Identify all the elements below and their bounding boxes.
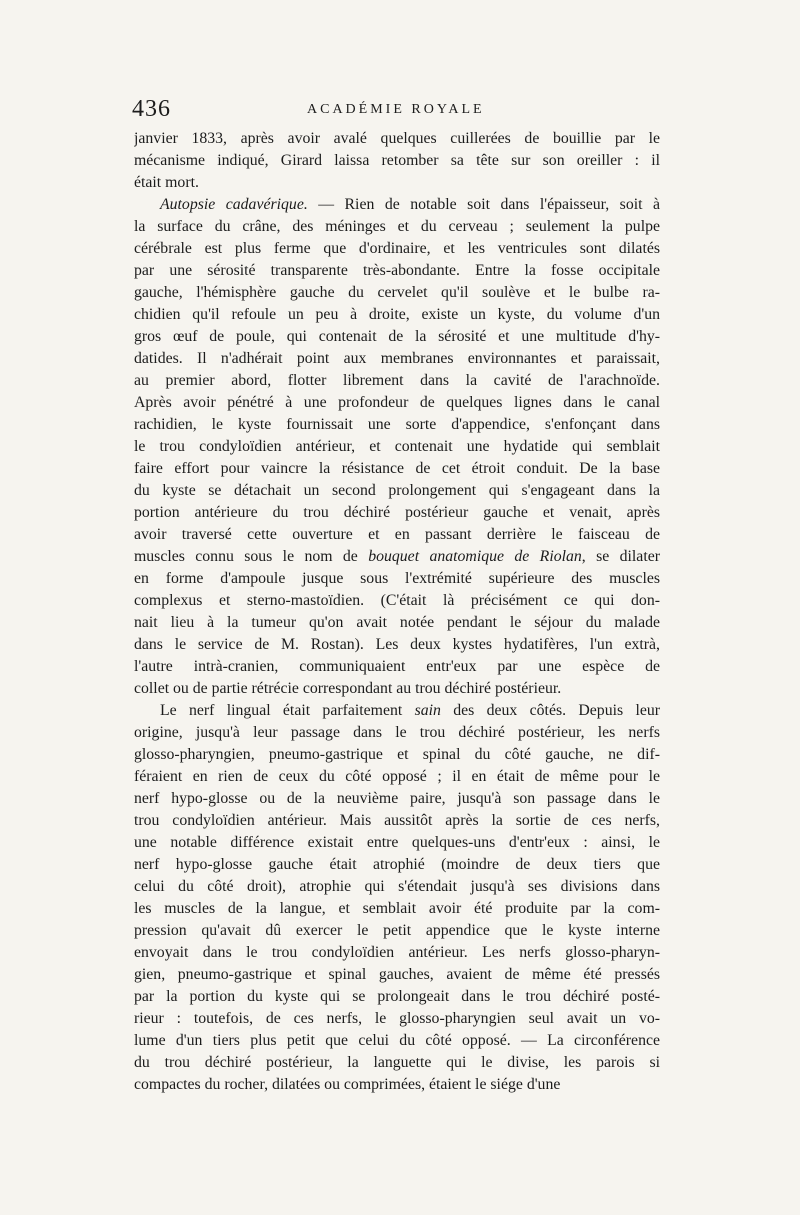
text-line bbox=[134, 546, 660, 568]
text-segment: du kyste se détachait un second prolongement qui s'engageant dans la bbox=[134, 482, 660, 499]
text-segment: par la portion du kyste qui se prolongeait dans le trou déchiré posté- bbox=[134, 988, 660, 1005]
text-line bbox=[134, 634, 660, 656]
text-segment: en forme d'ampoule jusque sous l'extrémité supérieure des muscles bbox=[134, 570, 660, 587]
text-segment: l'autre intrà-cranien, communiquaient entr'eux par une espèce de bbox=[134, 658, 660, 675]
text-line bbox=[134, 502, 660, 524]
text-line bbox=[134, 656, 660, 678]
text-line bbox=[134, 986, 660, 1008]
text-line bbox=[134, 1030, 660, 1052]
text-line bbox=[134, 260, 660, 282]
text-segment: rachidien, le kyste fournissait une sorte d'appendice, s'enfonçant dans bbox=[134, 416, 660, 433]
text-segment: rieur : toutefois, de ces nerfs, le glosso-pharyngien seul avait un vo- bbox=[134, 1010, 660, 1027]
text-segment: nerf hypo-glosse ou de la neuvième paire, jusqu'à son passage dans le bbox=[134, 790, 660, 807]
paragraph bbox=[134, 194, 660, 700]
text-line bbox=[134, 480, 660, 502]
text-segment: envoyait dans le trou condyloïdien antérieur. Les nerfs glosso-pharyn- bbox=[134, 944, 660, 961]
text-line bbox=[134, 568, 660, 590]
text-segment: mécanisme indiqué, Girard laissa retomber sa tête sur son oreiller : il bbox=[134, 152, 660, 169]
text-segment: datides. Il n'adhérait point aux membranes environnantes et paraissait, bbox=[134, 350, 660, 367]
text-line bbox=[134, 810, 660, 832]
page-number: 436 bbox=[132, 96, 171, 122]
text-line bbox=[134, 832, 660, 854]
text-line bbox=[134, 194, 660, 216]
text-segment: portion antérieure du trou déchiré postérieur gauche et venait, après bbox=[134, 504, 660, 521]
text-segment: celui du côté droit), atrophie qui s'étendait jusqu'à ses divisions dans bbox=[134, 878, 660, 895]
text-segment: lume d'un tiers plus petit que celui du côté opposé. — La circonférence bbox=[134, 1032, 660, 1049]
text-segment: nait lieu à la tumeur qu'on avait notée pendant le séjour du malade bbox=[134, 614, 660, 631]
text-line bbox=[134, 876, 660, 898]
text-segment: la surface du crâne, des méninges et du cerveau ; seulement la pulpe bbox=[134, 218, 660, 235]
text-segment: pression qu'avait dû exercer le petit appendice que le kyste interne bbox=[134, 922, 660, 939]
text-line bbox=[134, 348, 660, 370]
text-segment: , se dilater bbox=[581, 548, 660, 565]
text-segment: par une sérosité transparente très-abondante. Entre la fosse occipitale bbox=[134, 262, 660, 279]
text-line bbox=[134, 304, 660, 326]
italic-phrase: bouquet anatomique de Riolan bbox=[368, 548, 582, 565]
text-segment: compactes du rocher, dilatées ou comprimées, étaient le siége d'une bbox=[134, 1076, 561, 1093]
text-line bbox=[134, 458, 660, 480]
text-segment: glosso-pharyngien, pneumo-gastrique et spinal du côté gauche, ne dif- bbox=[134, 746, 660, 763]
text-segment: nerf hypo-glosse gauche était atrophié (moindre de deux tiers que bbox=[134, 856, 660, 873]
body-text bbox=[134, 128, 660, 1096]
text-line bbox=[134, 1052, 660, 1074]
text-line bbox=[134, 722, 660, 744]
text-line bbox=[134, 392, 660, 414]
text-segment: féraient en rien de ceux du côté opposé ; il en était de même pour le bbox=[134, 768, 660, 785]
text-line bbox=[134, 964, 660, 986]
text-line bbox=[134, 766, 660, 788]
text-line bbox=[134, 788, 660, 810]
paragraph bbox=[134, 700, 660, 1096]
text-segment: était mort. bbox=[134, 174, 199, 191]
text-line bbox=[134, 744, 660, 766]
text-line bbox=[134, 524, 660, 546]
text-segment: collet ou de partie rétrécie correspondant au trou déchiré postérieur. bbox=[134, 680, 562, 697]
text-line bbox=[134, 590, 660, 612]
text-segment: trou condyloïdien antérieur. Mais aussitôt après la sortie de ces nerfs, bbox=[134, 812, 660, 829]
text-segment: gauche, l'hémisphère gauche du cervelet qu'il soulève et le bulbe ra- bbox=[134, 284, 660, 301]
text-segment: gros œuf de poule, qui contenait de la sérosité et une multitude d'hy- bbox=[134, 328, 660, 345]
text-line bbox=[134, 854, 660, 876]
text-line bbox=[134, 370, 660, 392]
text-segment: Le nerf lingual était parfaitement bbox=[160, 702, 415, 719]
text-segment: avoir traversé cette ouverture et en passant derrière le faisceau de bbox=[134, 526, 660, 543]
text-segment: les muscles de la langue, et semblait avoir été produite par la com- bbox=[134, 900, 660, 917]
text-line bbox=[134, 172, 660, 194]
text-segment: faire effort pour vaincre la résistance de cet étroit conduit. De la base bbox=[134, 460, 660, 477]
text-segment: origine, jusqu'à leur passage dans le trou déchiré postérieur, les nerfs bbox=[134, 724, 660, 741]
text-segment: une notable différence existait entre quelques-uns d'entr'eux : ainsi, le bbox=[134, 834, 660, 851]
text-line bbox=[134, 436, 660, 458]
italic-phrase: Autopsie cadavérique. bbox=[160, 196, 308, 213]
text-segment: chidien qu'il refoule un peu à droite, existe un kyste, du volume d'un bbox=[134, 306, 660, 323]
text-segment: gien, pneumo-gastrique et spinal gauches, avaient de même été pressés bbox=[134, 966, 660, 983]
text-line bbox=[134, 326, 660, 348]
text-line bbox=[134, 920, 660, 942]
text-line bbox=[134, 414, 660, 436]
text-line bbox=[134, 1074, 660, 1096]
text-line bbox=[134, 150, 660, 172]
text-line bbox=[134, 678, 660, 700]
text-line bbox=[134, 700, 660, 722]
text-line bbox=[134, 1008, 660, 1030]
text-segment: au premier abord, flotter librement dans la cavité de l'arachnoïde. bbox=[134, 372, 660, 389]
text-segment: des deux côtés. Depuis leur bbox=[440, 702, 660, 719]
text-line bbox=[134, 238, 660, 260]
paragraph bbox=[134, 128, 660, 194]
text-line bbox=[134, 612, 660, 634]
running-head: ACADÉMIE ROYALE bbox=[307, 102, 485, 117]
text-segment: du trou déchiré postérieur, la languette qui le divise, les parois si bbox=[134, 1054, 660, 1071]
text-segment: complexus et sterno-mastoïdien. (C'était là précisément ce qui don- bbox=[134, 592, 660, 609]
text-line bbox=[134, 216, 660, 238]
text-segment: dans le service de M. Rostan). Les deux kystes hydatifères, l'un extrà, bbox=[134, 636, 660, 653]
text-segment: cérébrale est plus ferme que d'ordinaire, et les ventricules sont dilatés bbox=[134, 240, 660, 257]
text-line bbox=[134, 942, 660, 964]
text-line bbox=[134, 128, 660, 150]
page-header bbox=[132, 96, 662, 126]
text-line bbox=[134, 898, 660, 920]
text-segment: muscles connu sous le nom de bbox=[134, 548, 369, 565]
text-segment: le trou condyloïdien antérieur, et contenait une hydatide qui semblait bbox=[134, 438, 660, 455]
text-segment: janvier 1833, après avoir avalé quelques cuillerées de bouillie par le bbox=[134, 130, 660, 147]
italic-phrase: sain bbox=[414, 702, 441, 719]
text-line bbox=[134, 282, 660, 304]
text-segment: Après avoir pénétré à une profondeur de quelques lignes dans le canal bbox=[134, 394, 660, 411]
text-segment: — Rien de notable soit dans l'épaisseur, soit à bbox=[307, 196, 660, 213]
